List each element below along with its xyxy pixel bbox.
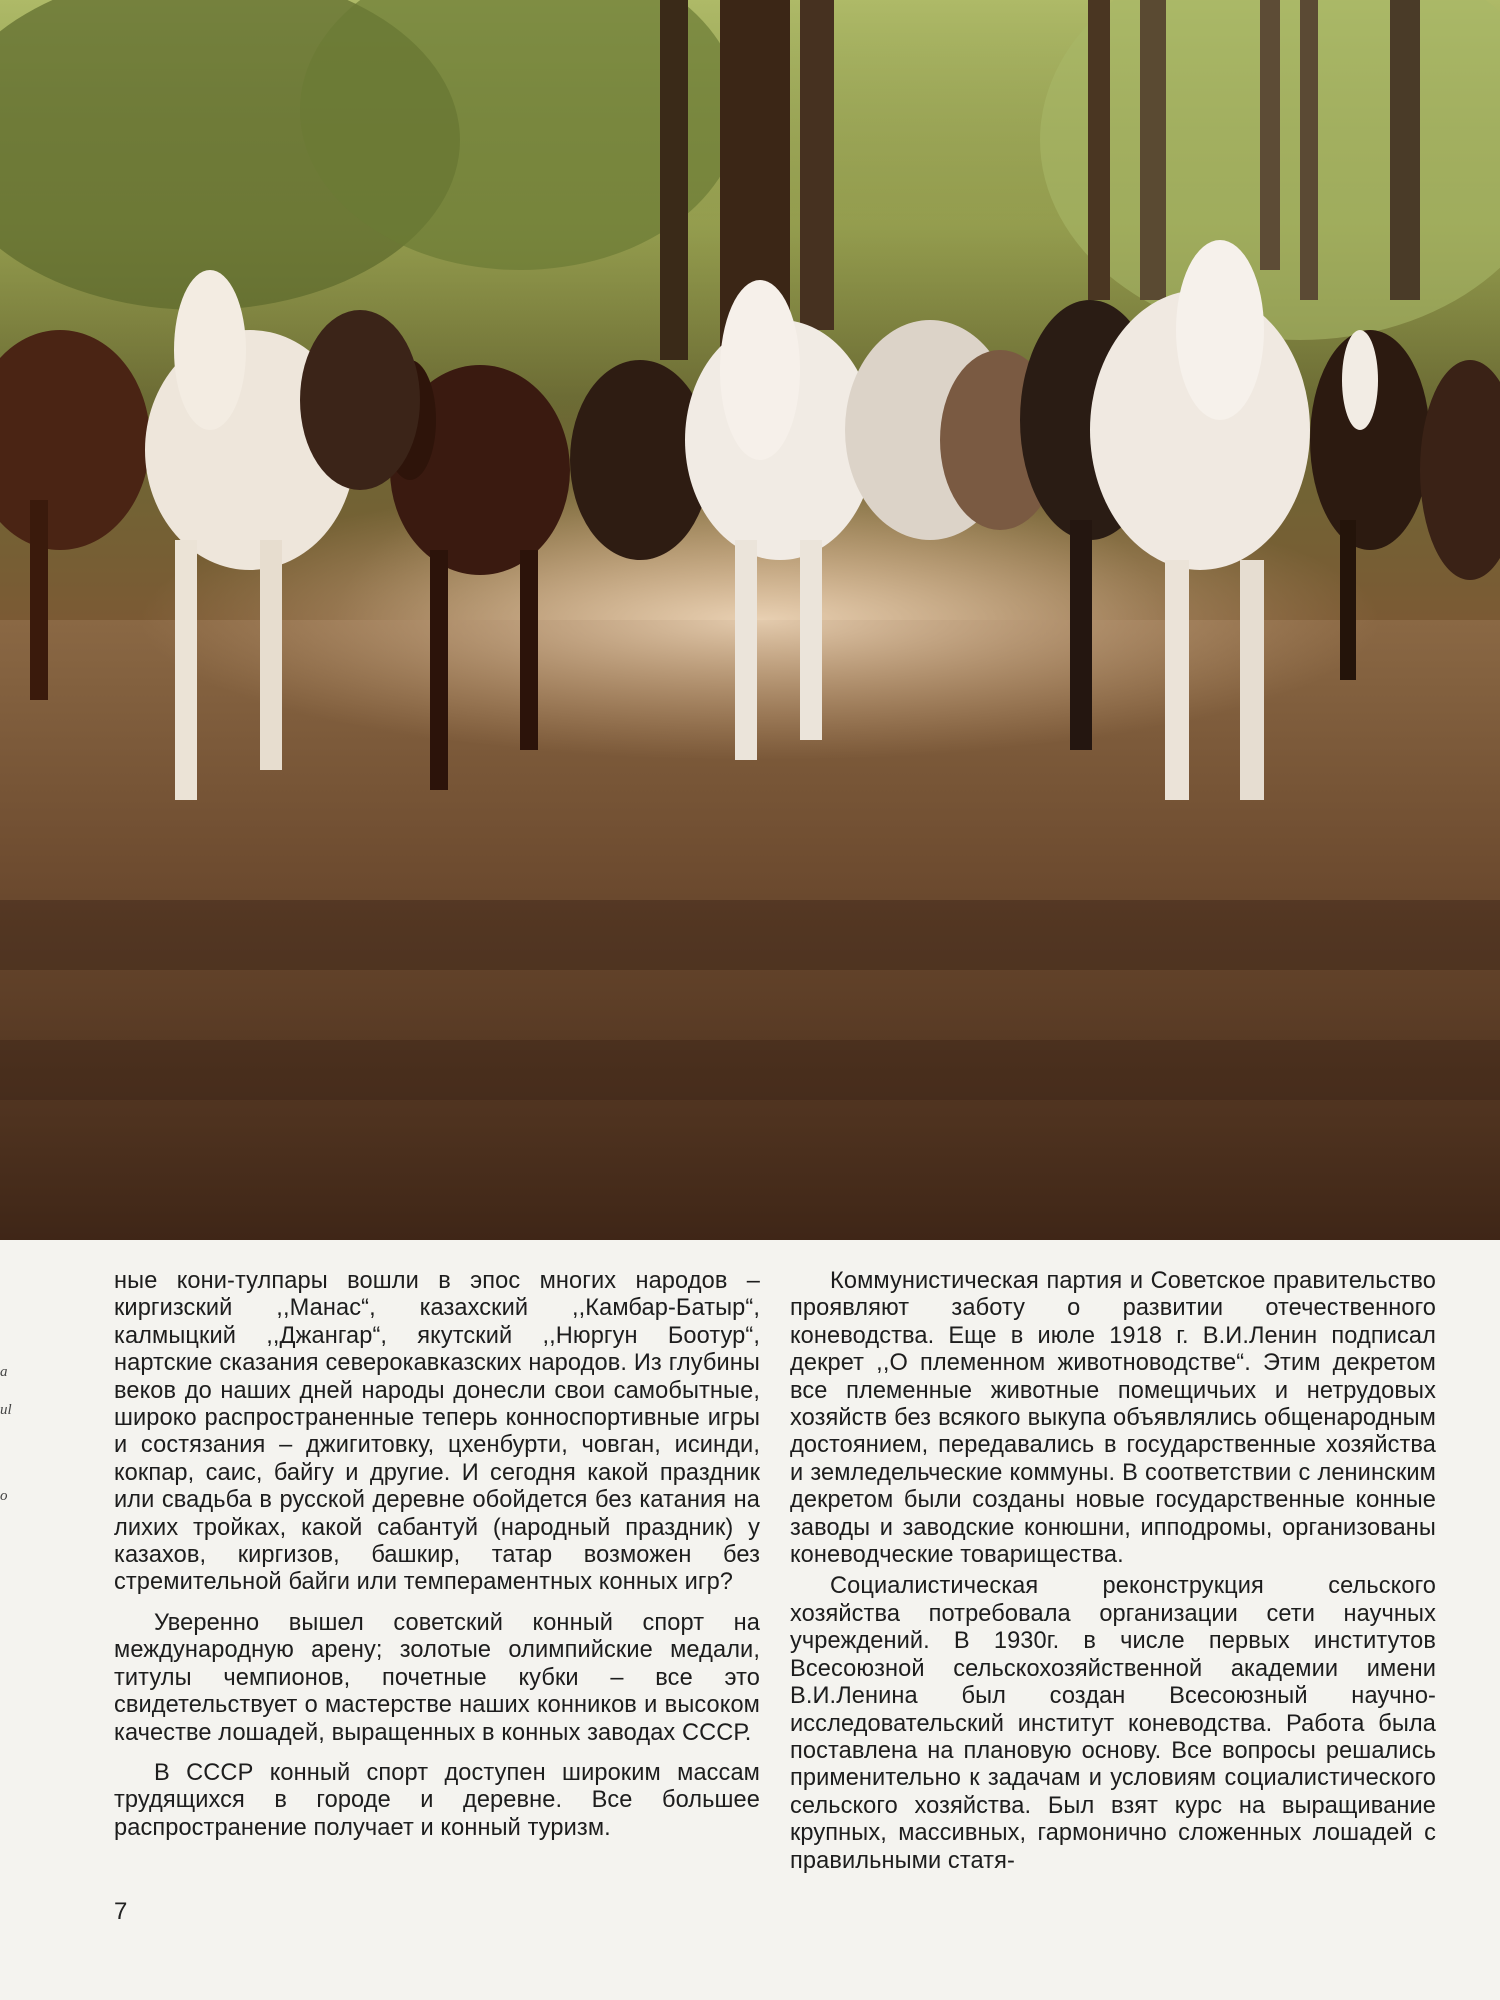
text-column-right [790,1268,1436,1875]
paragraph: ные кони-тулпары вошли в эпос многих народов – киргизский ,,Манас“, казахский ,,Камбар-Батыр“, калмыцкий ,,Джангар“, якутский ,,Нюргун Боотур“, нартские сказания северокавказских народов. Из глубины веков до наших дней народы донесли свои самобытные, широко распространенные теперь конноспортивные игры и состязания – джигитовку, цхенбурти, човган, исинди, кокпар, саис, байгу и другие. И сегодня какой праздник или свадьба в русской деревне обойдется без катания на лихих тройках, какой сабантуй (народный праздник) у казахов, киргизов, башкир, татар возможен без стремительной байги или темпераментных конных игр? [114,1268,760,1596]
margin-note: ul [0,1402,12,1418]
text-column-left [114,1268,760,1842]
paragraph: Уверенно вышел советский конный спорт на международную арену; золотые олимпийские медали, титулы чемпионов, почетные кубки – все это свидетельствует о мастерстве наших конников и высоком качестве лошадей, выращенных в конных заводах СССР. [114,1609,760,1746]
paragraph: Социалистическая реконструкция сельского хозяйства потребовала организации сети научных учреждений. В 1930г. в числе первых институтов Всесоюзной сельскохозяйственной академии имени В.И.Ленина был создан Всесоюзный научно-исследовательский институт коневодства. Работа была поставлена на плановую основу. Все вопросы решались применительно к задачам и условиям социалистического сельского хозяйства. Был взят курс на выращивание крупных, массивных, гармонично сложенных лошадей с правильными статя- [790,1573,1436,1874]
paragraph: Коммунистическая партия и Советское правительство проявляют заботу о развитии отечественного коневодства. Еще в июле 1918 г. В.И.Ленин подписал декрет ,,О племенном животноводстве“. Этим декретом все племенные животные помещичьих и нетрудовых хозяйств без всякого выкупа объявлялись общенародным достоянием, передавались в государственные хозяйства и земледельческие коммуны. В соответствии с ленинским декретом были созданы новые государственные конные заводы и заводские конюшни, ипподромы, организованы коневодческие товарищества. [790,1268,1436,1569]
page-number: 7 [114,1898,128,1925]
margin-note: a [0,1364,8,1380]
margin-note: o [0,1488,8,1504]
paragraph: В СССР конный спорт доступен широким массам трудящихся в городе и деревне. Все большее распространение получает и конный туризм. [114,1759,760,1841]
